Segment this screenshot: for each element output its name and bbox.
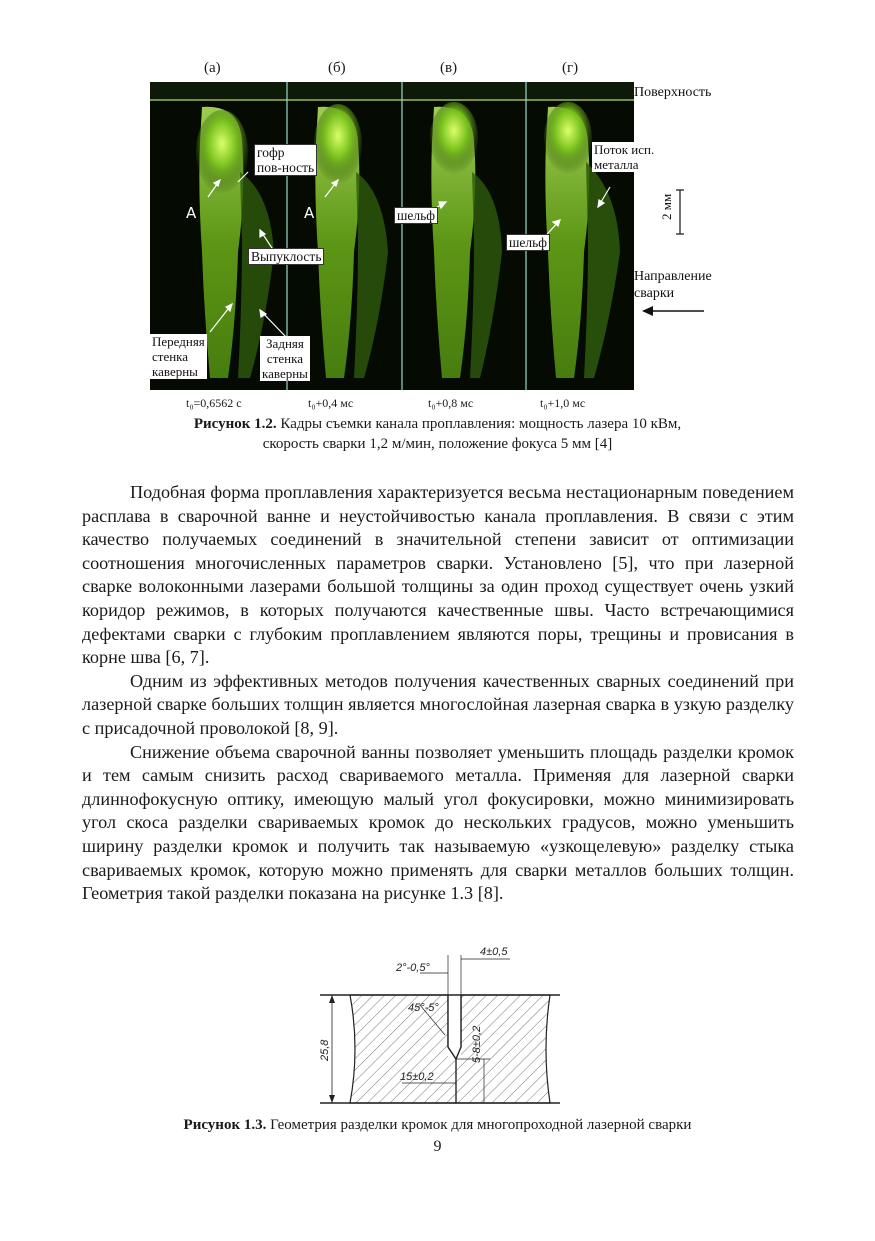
label-direction: Направление сварки (634, 269, 712, 301)
figure-1-3 (320, 935, 560, 1115)
paragraph-2: Одним из эффективных методов получения качественных сварных соединений при лазерной сварке больших толщин является многослойная лазерная сварка в узкую разделку с присадочной проволокой [8, 9]. (82, 670, 794, 738)
page-number: 9 (433, 1138, 442, 1155)
frame-label-v: (в) (440, 60, 458, 76)
figure-1-2: (а) (б) (в) (г) A A гофр пов-ность Выпуклость Передняя стенка каверны Задняя стенка каверны шельф шельф Поток исп. металла Поверхность 2 мм Направление сварки t₀=0,6562 с t₀+0,4 мс t₀+0,8 мс t₀+1,0 мс (152, 60, 712, 410)
paragraph-3: Снижение объема сварочной ванны позволяет уменьшить площадь разделки кромок и тем самым снизить расход свариваемого металла. Применяя для лазерной сварки длиннофокусную оптику, имеющую малый угол фокусировки, можно минимизировать угол скоса разделки свариваемых кромок до нескольких градусов, можно уменьшить ширину разделки кромок и получить так называемую «узкощелевую» разделку стыка свариваемых кромок, которую можно применять для сварки металлов больших толщин. Геометрия такой разделки показана на рисунке 1.3 [8]. (82, 741, 794, 904)
groove-geometry-drawing (320, 935, 560, 1115)
dim-thickness: 25,8 (320, 1039, 331, 1061)
time-b: t₀+0,4 мс (308, 396, 354, 410)
paragraph-1: Подобная форма проплавления характеризуется весьма нестационарным поведением расплава в сварочной ванне и неустойчивостью канала проплавления. В связи с этим качество получаемых соединений в значительной степени зависит от оптимизации соотношения многочисленных параметров сварки. Установлено [5], что при лазерной сварке волоконными лазерами большой толщины за один проход существует очень узкий коридор режимов, в которых получаются качественные швы. Часто встречающимися дефектами сварки с глубоким проплавлением являются поры, трещины и провисания в корне шва [6, 7]. (82, 482, 794, 668)
dim-angle-top: 2°-0,5° (396, 962, 430, 974)
body-text (82, 481, 794, 906)
dim-root-width: 15±0,2 (400, 1071, 434, 1083)
label-shelf-1: шельф (394, 207, 438, 224)
dim-angle-bevel: 45°-5° (408, 1002, 439, 1014)
label-back-wall: Задняя стенка каверны (262, 336, 308, 381)
figure-1-2-caption: Рисунок 1.2. Кадры съемки канала проплавления: мощность лазера 10 кВм, скорость сварки 1,2 м/мин, положение фокуса 5 мм [4] (193, 416, 682, 452)
frame-label-b: (б) (328, 60, 346, 76)
dim-width: 4±0,5 (480, 946, 508, 958)
time-d: t₀+1,0 мс (540, 396, 586, 410)
weld-channel-photos (150, 82, 634, 390)
label-bulge: Выпуклость (248, 248, 324, 265)
direction-arrow-icon (642, 304, 706, 318)
frame-label-g: (г) (562, 60, 579, 76)
label-shelf-2: шельф (506, 234, 550, 251)
label-front-wall: Передняя стенка каверны (152, 334, 205, 379)
dim-root-height: 5-8±0,2 (471, 1025, 483, 1063)
figure-1-3-caption: Рисунок 1.3. Геометрия разделки кромок для многопроходной лазерной сварки (183, 1117, 692, 1133)
label-a2: A (304, 204, 315, 222)
frame-label-a: (а) (204, 60, 221, 76)
label-flow: Поток исп. металла (594, 142, 655, 172)
label-a1: A (186, 204, 197, 222)
time-c: t₀+0,8 мс (428, 396, 474, 410)
time-a: t₀=0,6562 с (186, 396, 242, 410)
label-surface: Поверхность (634, 85, 712, 100)
label-gofr: гофр пов-ность (254, 144, 317, 176)
